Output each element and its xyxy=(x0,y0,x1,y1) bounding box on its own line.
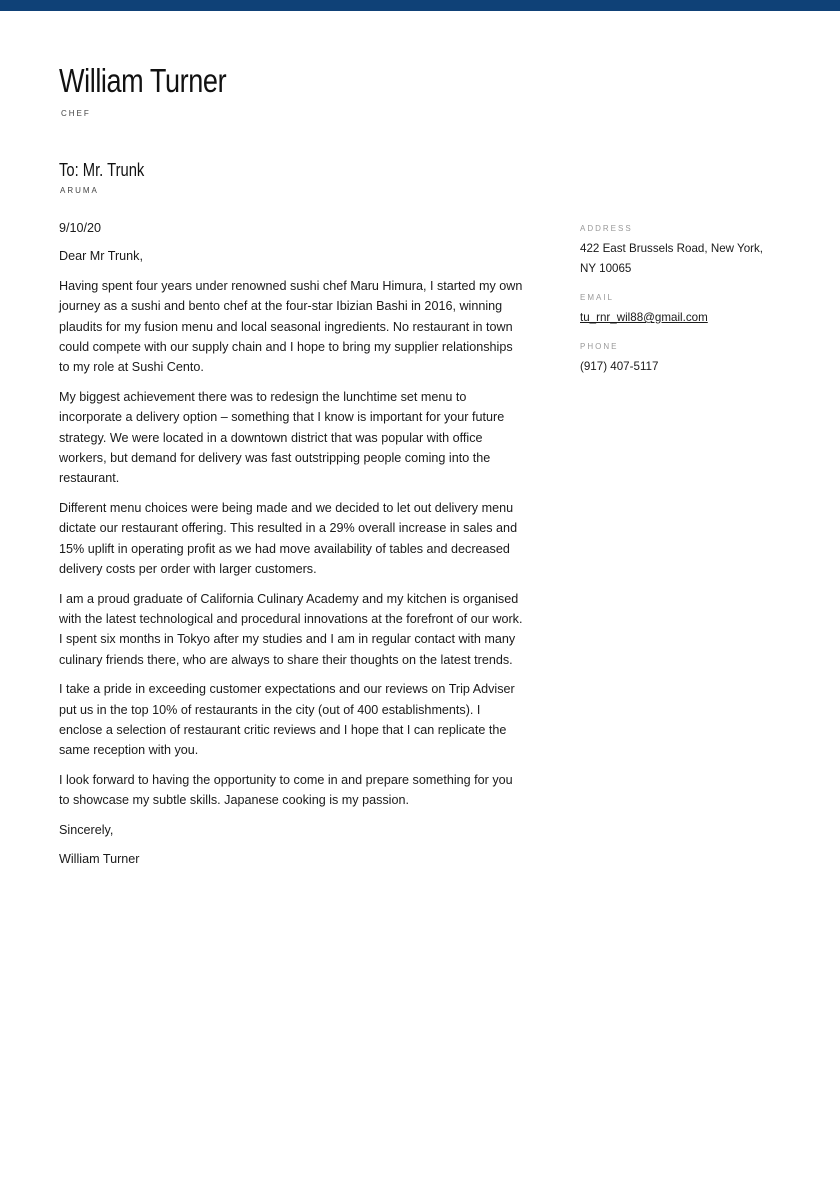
paragraph: I look forward to having the opportunity to come in and prepare something for you to showcase my subtle skills. Japanese cooking is my passion. xyxy=(59,772,513,808)
contact-sidebar xyxy=(580,224,780,391)
paragraph: My biggest achievement there was to redesign the lunchtime set menu to incorporate a delivery option – something that I know is important for your future strategy. We were located in a downtown district that was popular with office workers, but demand for delivery was fast outstripping people coming into the restaurant. xyxy=(59,389,505,486)
address-line-1: 422 East Brussels Road, New York, xyxy=(580,242,764,255)
letter-date: 9/10/20 xyxy=(59,221,102,235)
paragraph: I take a pride in exceeding customer expectations and our reviews on Trip Adviser put us in the top 10% of restaurants in the city (out of 400 establishments). I enclose a selection of restaurant critic reviews and I hope that I can replicate the same reception with you. xyxy=(59,682,515,758)
paragraph: Having spent four years under renowned sushi chef Maru Himura, I started my own journey as a sushi and bento chef at the four-star Ibizian Bashi in 2016, winning plaudits for my fusion menu and local seasonal ingredients. No restaurant in town could compete with our supply chain and I hope to bring my supplier relationships to my role at Sushi Cento. xyxy=(59,278,523,375)
signature: William Turner xyxy=(59,851,140,866)
paragraph: I am a proud graduate of California Culinary Academy and my kitchen is organised with the latest technological and procedural innovations at the forefront of our work. I spent six months in Tokyo after my studies and I am in regular contact with many culinary friends there, who are always to share their thoughts on the latest trends. xyxy=(59,591,523,667)
closing: Sincerely, xyxy=(59,822,114,837)
applicant-name: William Turner xyxy=(59,62,227,99)
paragraph: Different menu choices were being made and we decided to let out delivery menu dictate our restaurant offering. This resulted in a 29% overall increase in sales and 15% uplift in operating profit as we had move availability of tables and decreased delivery costs per order with larger customers. xyxy=(59,500,518,577)
email-link[interactable]: tu_rnr_wil88@gmail.com xyxy=(580,311,708,324)
salutation: Dear Mr Trunk, xyxy=(59,249,143,264)
header-accent-bar xyxy=(0,0,840,11)
job-title: CHEF xyxy=(61,109,91,118)
address-value xyxy=(580,239,780,279)
recipient-company: ARUMA xyxy=(60,186,99,195)
address-label: ADDRESS xyxy=(580,224,633,233)
recipient-name: To: Mr. Trunk xyxy=(59,160,145,180)
address-line-2: NY 10065 xyxy=(580,262,632,275)
phone-label: PHONE xyxy=(580,342,619,351)
phone-value: (917) 407-5117 xyxy=(580,360,659,373)
email-label: EMAIL xyxy=(580,293,615,302)
letter-body xyxy=(59,218,525,878)
